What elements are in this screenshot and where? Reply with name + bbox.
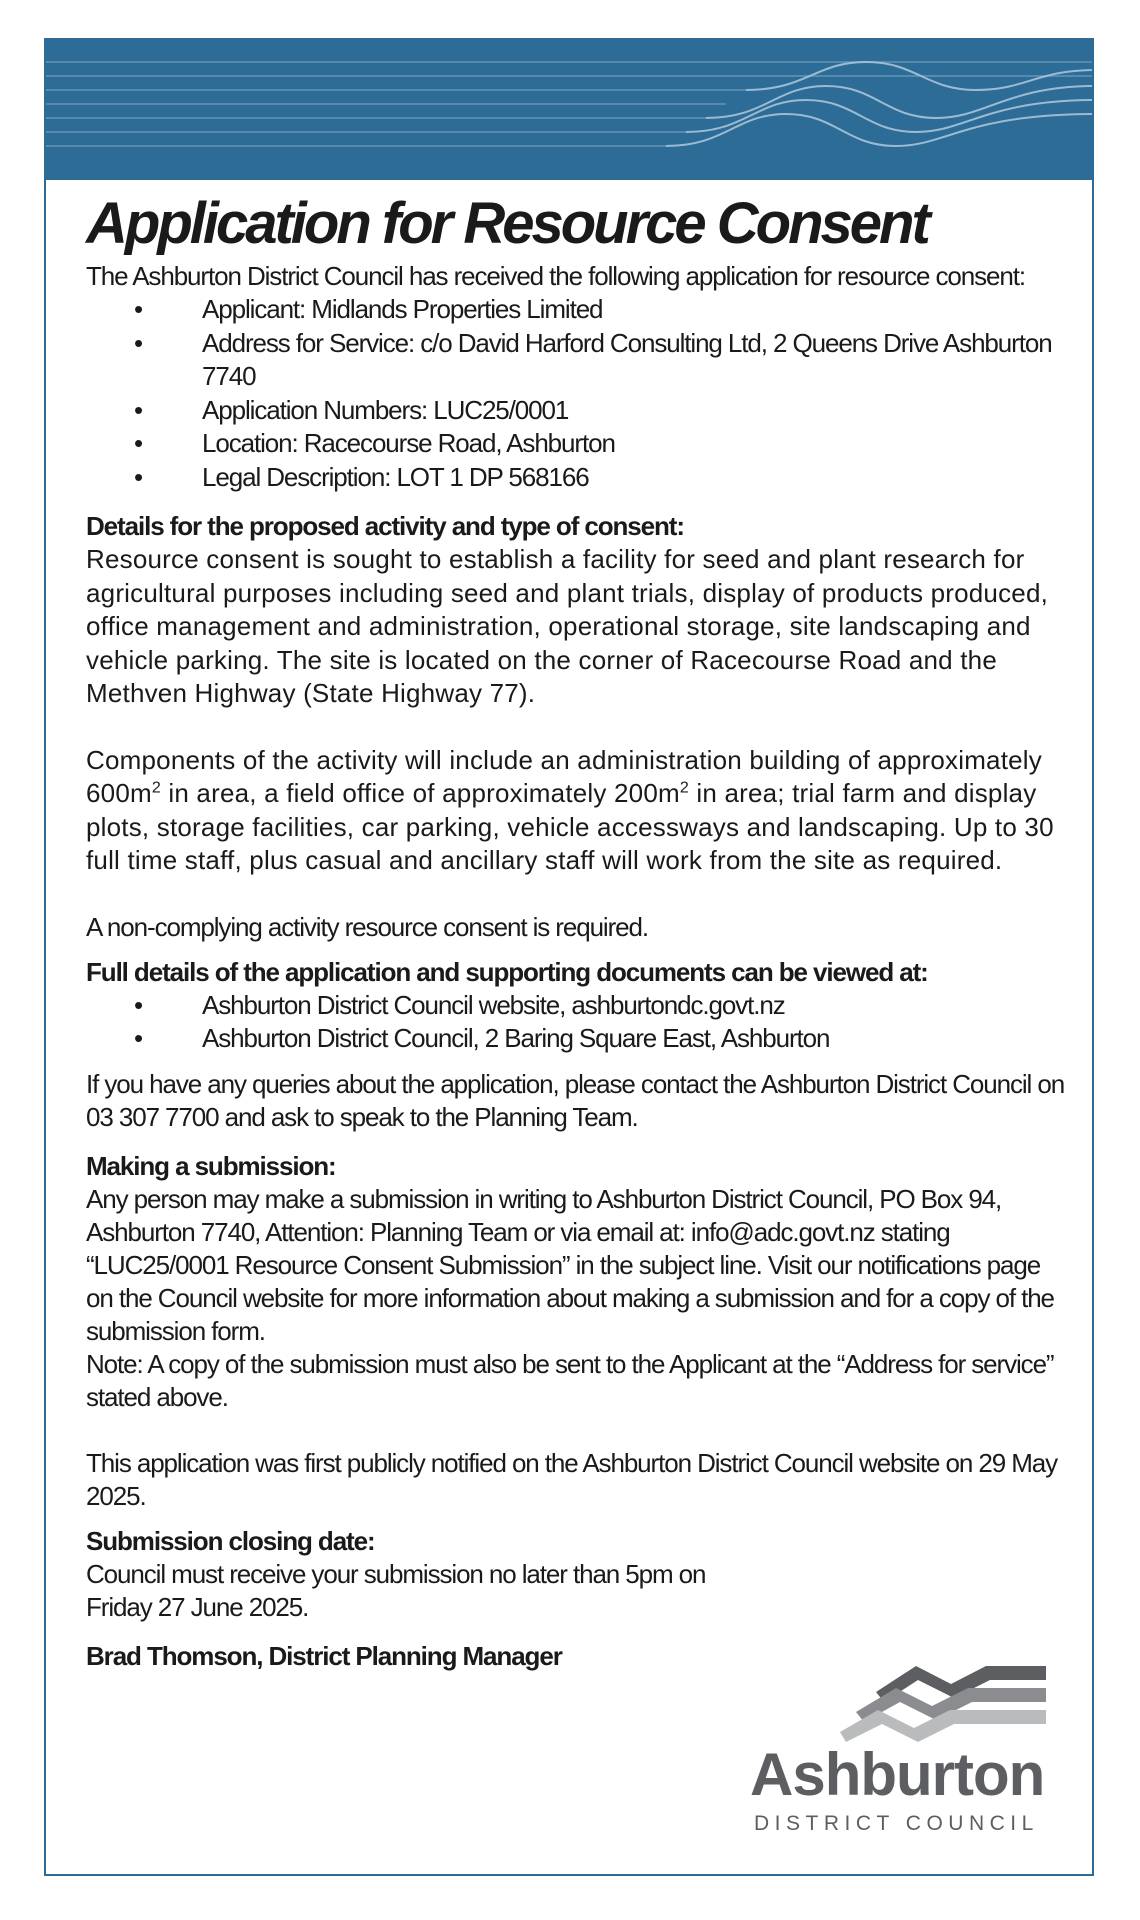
council-logo [746,1654,1106,1864]
notice-frame [44,38,1094,1876]
queries-text: If you have any queries about the application, please contact the Ashburton District Council on 03 307 7700 and ask to speak to the Planning Team. [86,1068,1065,1132]
signatory: Brad Thomson, District Planning Manager [86,1640,562,1671]
submission-note: Note: A copy of the submission must also be sent to the Applicant at the “Address for service” stated above. [86,1348,1054,1412]
closing-date-heading: Submission closing date: [86,1525,375,1556]
notice-content [86,188,1066,1673]
header-banner [46,40,1092,180]
detail-applicant: • Applicant: Midlands Properties Limited [134,294,603,324]
submission-text: Any person may make a submission in writing to Ashburton District Council, PO Box 94, Ashburton 7740, Attention: Planning Team or via email at: info@adc.govt.nz stating “LUC25/0001 Resource Consent Submission” in the subject line. Visit our notifications page on the Council website for more information about making a submission and for a copy of the submission form. [86,1183,1054,1346]
viewing-website: • Ashburton District Council website, ashburtondc.govt.nz [134,989,785,1020]
logo-subtitle: DISTRICT COUNCIL [754,1812,1039,1835]
activity-heading: Details for the proposed activity and type of consent: [86,511,684,541]
wave-pattern [46,40,1092,180]
logo-wordmark: Ashburton [750,1741,1045,1808]
notice-title: Application for Resource Consent [86,191,928,256]
submission-heading: Making a submission: [86,1150,336,1181]
detail-legal-description: • Legal Description: LOT 1 DP 568166 [134,461,589,492]
logo-wave-icon [746,1654,1106,1744]
detail-location: • Location: Racecourse Road, Ashburton [134,428,615,458]
detail-address: • Address for Service: c/o David Harford Consulting Ltd, 2 Queens Drive Ashburton 7740 [134,327,1052,391]
consent-type-text: A non-complying activity resource consent is required. [86,911,649,942]
activity-description: Resource consent is sought to establish a facility for seed and plant research for agricultural purposes including seed and plant trials, display of products produced, office management and administration, operational storage, site landscaping and vehicle parking. The site is located on the corner of Racecourse Road and the Methven Highway (State Highway 77). [86,544,1049,708]
intro-text: The Ashburton District Council has received the following application for resource consent: [86,261,1025,291]
viewing-locations-list [86,989,1066,1056]
components-description: Components of the activity will include an administration building of approximately $600m^2$ in area, a field office of approximately $200m^2$ in area; trial farm and display plots, storage facilities, car parking, vehicle accessways and landscaping. Up to 30 full time staff, plus casual and ancillary staff will work from the site as required. [86,744,1054,875]
closing-date-text: Council must receive your submission no later than 5pm on Friday 27 June 2025. [86,1558,706,1622]
viewing-office: • Ashburton District Council, 2 Baring Square East, Ashburton [134,1023,830,1053]
detail-application-number: • Application Numbers: LUC25/0001 [134,394,569,425]
notified-text: This application was first publicly notified on the Ashburton District Council website on 29 May 2025. [86,1447,1058,1511]
application-details-list [86,293,1066,494]
viewing-heading: Full details of the application and supporting documents can be viewed at: [86,956,928,987]
